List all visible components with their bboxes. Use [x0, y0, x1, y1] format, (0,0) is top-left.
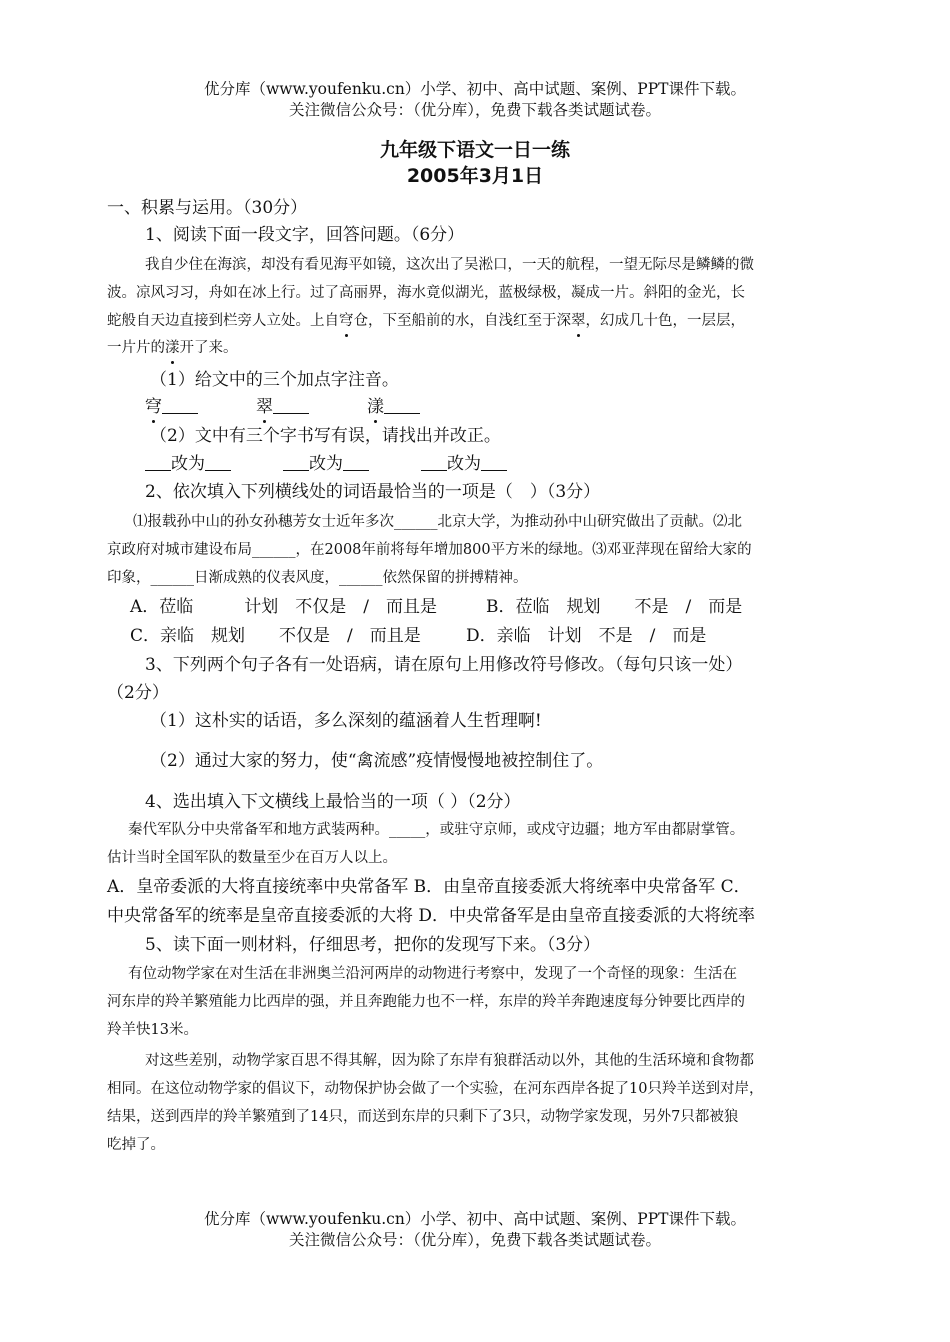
- header-line-2: 关注微信公众号：（优分库），免费下载各类试题试卷。: [288, 101, 661, 119]
- q5-text-line: 相同。在这位动物学家的倡议下，动物保护协会做了一个实验，在河东西岸各捉了10只羚羊送到对岸，: [107, 1081, 764, 1097]
- q5-text-line: 河东岸的羚羊繁殖能力比西岸的强，并且奔跑能力也不一样，东岸的羚羊奔跑速度每分钟要比西岸的: [107, 994, 745, 1010]
- q1-sub1: （1）给文中的三个加点字注音。: [150, 370, 399, 390]
- q2-option-a: A．莅临 计划 不仅是 / 而且是: [130, 597, 438, 617]
- q5-stem: 5、读下面一则材料，仔细思考，把你的发现写下来。（3分）: [145, 935, 601, 955]
- answer-blank[interactable]: [162, 397, 198, 414]
- q2-text-line: 印象，______日渐成熟的仪表风度，______依然保留的拼搏精神。: [107, 570, 528, 586]
- answer-blank[interactable]: [205, 454, 231, 471]
- q5-text-line: 羚羊快13米。: [107, 1022, 198, 1038]
- answer-blank[interactable]: [145, 454, 171, 471]
- dotted-char: 穹: [145, 397, 162, 417]
- q4-text-line: 秦代军队分中央常备军和地方武装两种。_____，或驻守京师，或戍守边疆；地方军由都尉掌管。: [128, 822, 745, 838]
- dotted-char: 翠: [256, 397, 273, 417]
- q1-passage-line: 蛇般自天边直接到栏旁人立处。上自穹仓，下至船前的水，自浅红至于深翠，幻成几十色，一层层，: [107, 313, 745, 329]
- q2-option-d: D．亲临 计划 不是 / 而是: [466, 626, 707, 646]
- footer-line-1: 优分库（www.youfenku.cn）小学、初中、高中试题、案例、PPT课件下载。: [203, 1210, 747, 1228]
- dotted-char: 穹: [339, 313, 354, 329]
- answer-blank[interactable]: [343, 454, 369, 471]
- dotted-char: 翠: [571, 313, 586, 329]
- q2-text-line: 京政府对城市建设布局______，在2008年前将每年增加800平方米的绿地。⑶邓亚萍现在留给大家的: [107, 542, 752, 558]
- q5-text-line: 结果，送到西岸的羚羊繁殖到了14只，而送到东岸的只剩下了3只，动物学家发现，另外7只都被狼: [107, 1109, 739, 1125]
- q1-passage-line: 一片片的漾开了来。: [107, 340, 238, 356]
- answer-blank[interactable]: [481, 454, 507, 471]
- q1-sub2: （2）文中有三个字书写有误，请找出并改正。: [150, 426, 501, 446]
- answer-blank[interactable]: [421, 454, 447, 471]
- answer-blank[interactable]: [273, 397, 309, 414]
- q3-sentence-1: （1）这朴实的话语，多么深刻的蕴涵着人生哲理啊!: [150, 711, 542, 731]
- q5-text-line: 有位动物学家在对生活在非洲奥兰沿河两岸的动物进行考察中，发现了一个奇怪的现象：生活在: [128, 966, 737, 982]
- q1-fix-row: 改为 改为 改为: [145, 454, 507, 474]
- header-line-1: 优分库（www.youfenku.cn）小学、初中、高中试题、案例、PPT课件下载。: [203, 80, 747, 98]
- page-date: 2005年3月1日: [406, 165, 544, 187]
- q5-text-line: 对这些差别，动物学家百思不得其解，因为除了东岸有狼群活动以外，其他的生活环境和食物都: [145, 1053, 754, 1069]
- q2-option-b: B．莅临 规划 不是 / 而是: [486, 597, 743, 617]
- q4-options-line: A．皇帝委派的大将直接统率中央常备军 B．由皇帝直接委派大将统率中央常备军 C．: [107, 877, 751, 897]
- q1-stem: 1、阅读下面一段文字，回答问题。（6分）: [145, 225, 465, 245]
- q4-text-line: 估计当时全国军队的数量至少在百万人以上。: [107, 850, 397, 866]
- q1-passage-line: 波。凉风习习，舟如在冰上行。过了高丽界，海水竟似湖光，蓝极绿极，凝成一片。斜阳的金光，长: [107, 285, 745, 301]
- dotted-char: 漾: [367, 397, 384, 417]
- q3-stem: 3、下列两个句子各有一处语病，请在原句上用修改符号修改。（每句只该一处）: [145, 655, 743, 675]
- q3-sentence-2: （2）通过大家的努力，使“禽流感”疫情慢慢地被控制住了。: [150, 751, 604, 771]
- q2-text-line: ⑴报载孙中山的孙女孙穗芳女士近年多次______北京大学，为推动孙中山研究做出了贡献。⑵北: [133, 514, 742, 530]
- q4-options-line: 中央常备军的统率是皇帝直接委派的大将 D．中央常备军是由皇帝直接委派的大将统率: [107, 906, 756, 926]
- q5-text-line: 吃掉了。: [107, 1137, 165, 1153]
- q1-passage-line: 我自少住在海滨，却没有看见海平如镜，这次出了吴淞口，一天的航程，一望无际尽是鳞鳞的微: [145, 257, 754, 273]
- q3-stem-points: （2分）: [107, 683, 169, 703]
- q1-pinyin-row: [145, 397, 420, 417]
- q4-stem: 4、选出填入下文横线上最恰当的一项（ ）（2分）: [145, 792, 521, 812]
- q2-stem: 2、依次填入下列横线处的词语最恰当的一项是（ ）（3分）: [145, 482, 601, 502]
- q2-option-c: C．亲临 规划 不仅是 / 而且是: [130, 626, 421, 646]
- footer-line-2: 关注微信公众号：（优分库），免费下载各类试题试卷。: [288, 1231, 661, 1249]
- answer-blank[interactable]: [283, 454, 309, 471]
- answer-blank[interactable]: [384, 397, 420, 414]
- dotted-char: 漾: [165, 340, 180, 356]
- section-heading: 一、积累与运用。（30分）: [107, 198, 308, 218]
- page-title: 九年级下语文一日一练: [379, 139, 570, 161]
